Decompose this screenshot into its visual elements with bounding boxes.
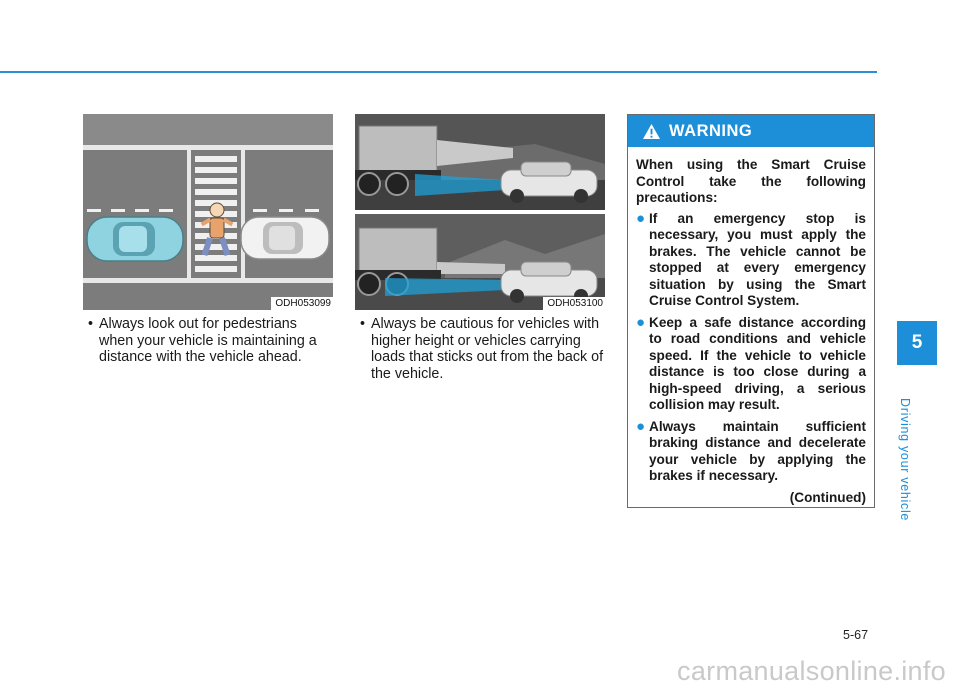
warning-header — [628, 115, 874, 147]
warning-item — [636, 315, 866, 414]
bullet-text: Always be cautious for vehicles with higher height or vehicles carrying loads that sticks out from the back of the vehicle. — [371, 316, 604, 382]
bullet-marker: • — [88, 316, 94, 332]
bullet-text: Always look out for pedestrians when your vehicle is maintaining a distance with the vehicle ahead. — [99, 316, 317, 365]
pedestrian-crossing-figure — [83, 114, 333, 310]
warning-title: WARNING — [669, 121, 753, 140]
pedestrian-crossing-illustration — [83, 114, 333, 310]
warning-item — [636, 419, 866, 485]
warning-body — [628, 147, 874, 506]
bullet-marker: • — [360, 316, 366, 332]
warning-item-text: If an emergency stop is necessary, you must apply the brakes. The vehicle cannot be stopped at every emergency situation by using the Smart Cruise Control System. — [649, 210, 866, 308]
truck-load-illustration — [355, 114, 605, 310]
bullet-dot-icon: ● — [636, 417, 646, 435]
continued-label: (Continued) — [789, 489, 866, 505]
chapter-title: Driving your vehicle — [898, 398, 912, 522]
pedestrian-caution-bullet — [83, 316, 334, 366]
chapter-number-tab: 5 — [897, 321, 937, 365]
overhang-caution-bullet — [355, 316, 606, 382]
bullet-dot-icon: ● — [636, 313, 646, 331]
bullet-dot-icon: ● — [636, 209, 646, 227]
warning-item-text: Keep a safe distance according to road conditions and vehicle speed. If the vehicle to vehicle distance is too close during a high-speed driving, a serious collision may result. — [649, 314, 866, 412]
warning-box — [627, 114, 875, 508]
warning-list — [636, 211, 866, 485]
watermark: carmanualsonline.info — [677, 656, 946, 686]
warning-intro: When using the Smart Cruise Control take the following precautions: — [636, 157, 866, 205]
figure-code: ODH053100 — [543, 297, 605, 310]
overhanging-load-figure — [355, 114, 605, 310]
warning-item-text: Always maintain sufficient braking distance and decelerate your vehicle by applying the brakes if necessary. — [649, 418, 866, 483]
header-rule — [0, 71, 877, 73]
page-number: 5-67 — [843, 628, 869, 642]
warning-item — [636, 211, 866, 310]
figure-code: ODH053099 — [271, 297, 333, 310]
warning-triangle-icon — [642, 123, 661, 140]
